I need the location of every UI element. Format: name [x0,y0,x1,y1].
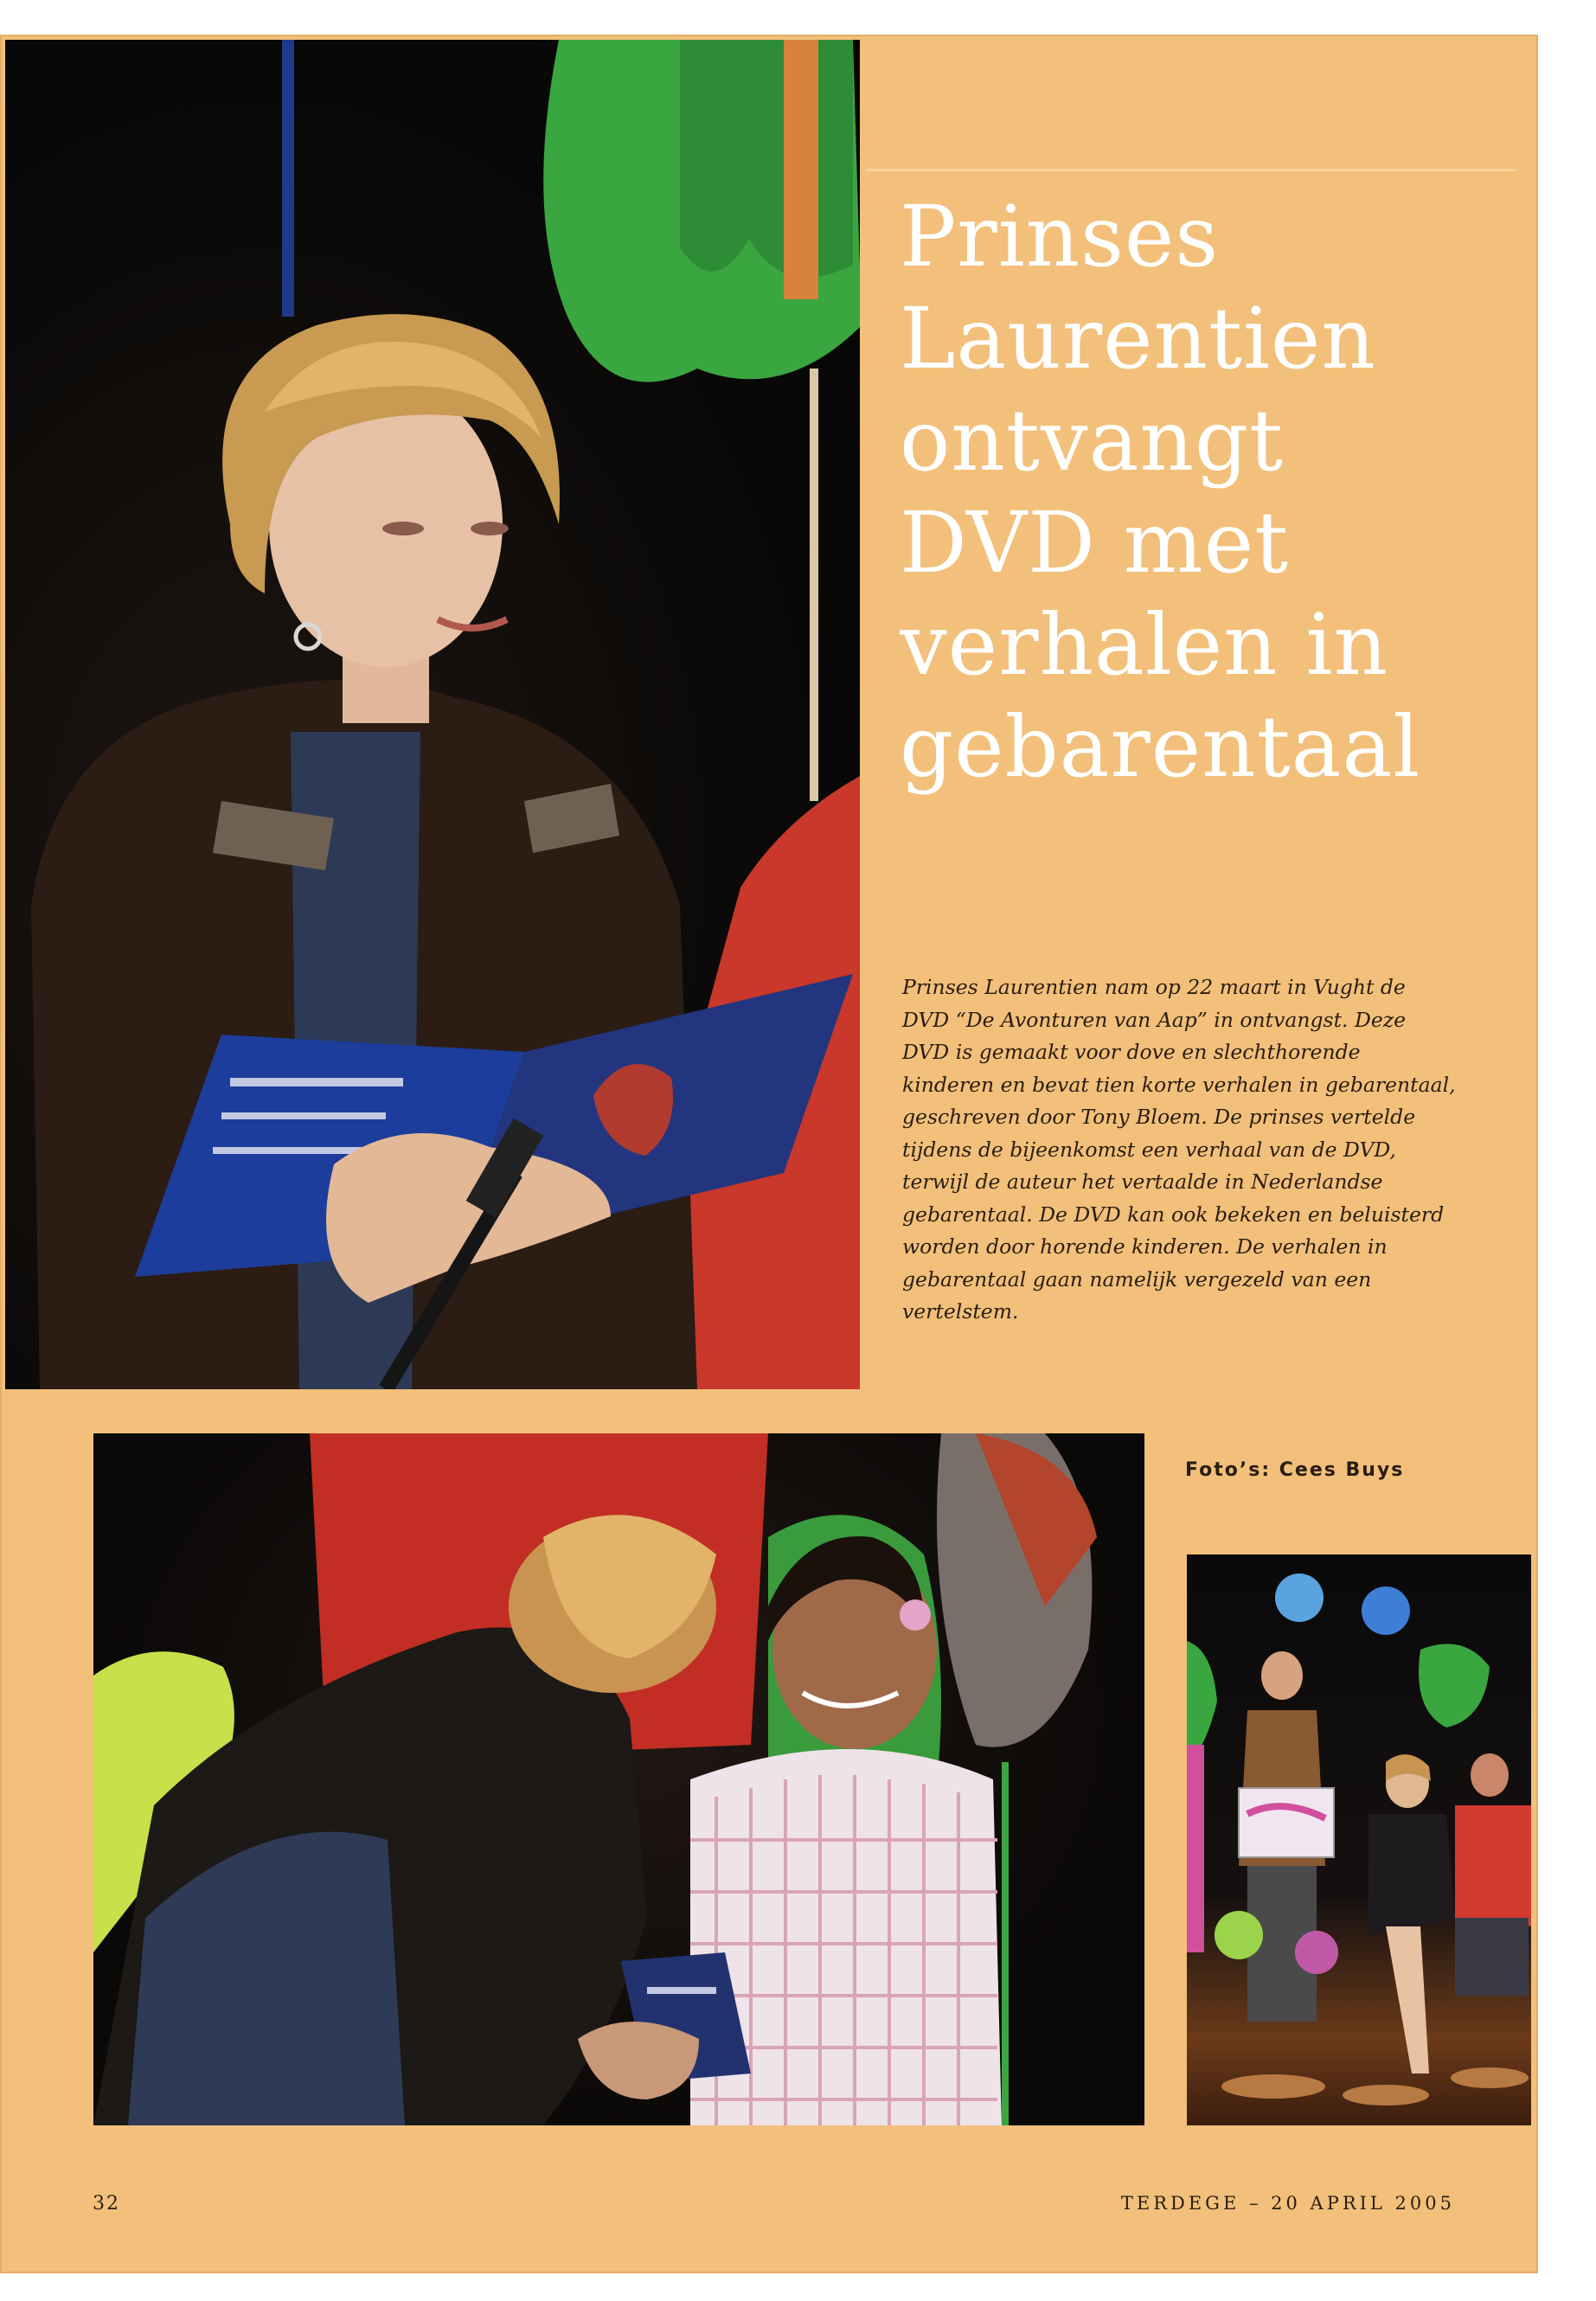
headline-line: verhalen in [900,596,1389,694]
article-headline [900,186,1531,798]
headline-line: gebarentaal [900,698,1421,796]
magazine-page [0,35,1538,2273]
photo-princess-with-girl [93,1433,1144,2125]
page-number: 32 [93,2193,120,2214]
photo-credit: Foto’s: Cees Buys [1185,1459,1405,1481]
title-rule [865,169,1516,171]
article-intro: Prinses Laurentien nam op 22 maart in Vught de DVD “De Avonturen van Aap” in ontvangst. Deze DVD is gemaakt voor dove en slechthorende kinderen en bevat tien korte verhalen in gebarentaal, geschreven door Tony Bloem. De prinses vertelde tijdens de bijeenkomst een verhaal van de DVD, terwijl de auteur het vertaalde in Nederlandse gebarentaal. De DVD kan ook bekeken en beluisterd worden door horende kinderen. De verhalen in gebarentaal gaan namelijk vergezeld van een vertelstem. [902,975,1456,1324]
headline-line: Prinses [900,188,1220,285]
headline-line: Laurentien [900,290,1376,388]
photo-princess-reading [5,40,860,1389]
headline-line: DVD met [900,494,1290,592]
photo-stage-scene [1187,1554,1531,2125]
headline-line: ontvangt [900,392,1285,490]
publication-folio: TERDEGE – 20 APRIL 2005 [1120,2193,1455,2214]
